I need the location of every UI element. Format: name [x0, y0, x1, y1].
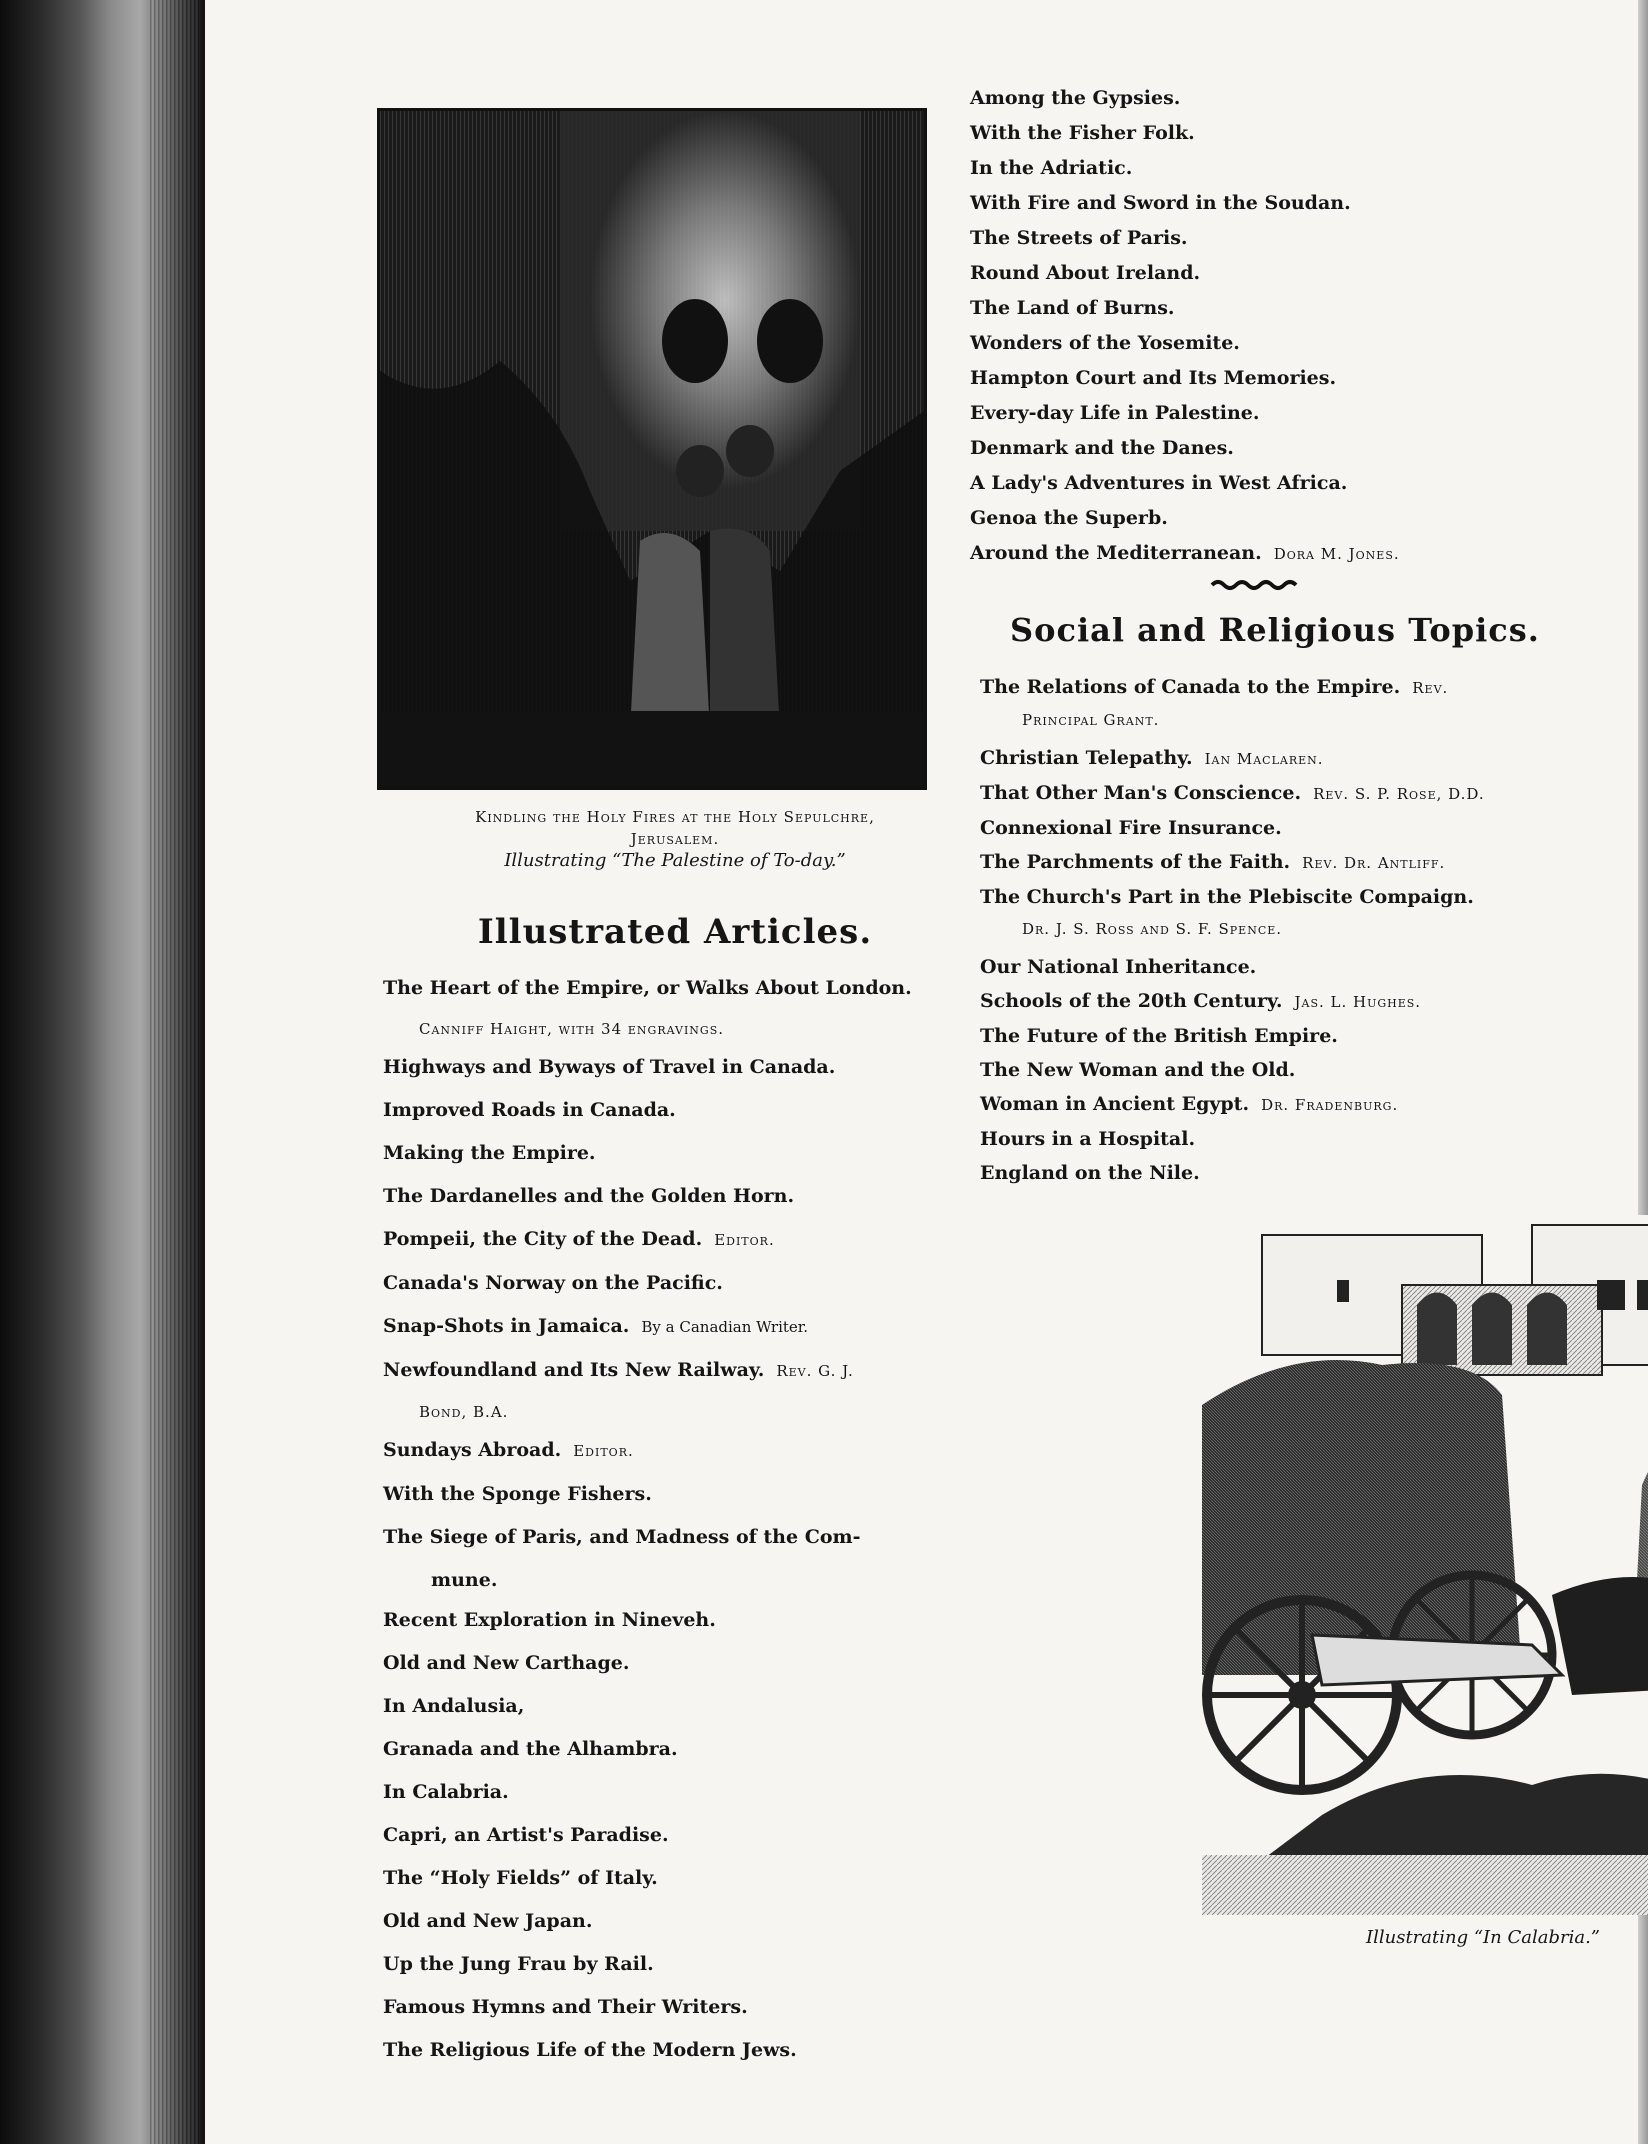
list-item: Every-day Life in Palestine. — [970, 402, 1260, 424]
list-item: Schools of the 20th Century. Jas. L. Hughes. — [980, 990, 1422, 1012]
list-item: Hours in a Hospital. — [980, 1128, 1196, 1150]
social-religious-heading: Social and Religious Topics. — [1010, 611, 1540, 649]
list-item: Genoa the Superb. — [970, 507, 1168, 529]
list-item: The Dardanelles and the Golden Horn. — [383, 1185, 795, 1207]
page-stack-edges — [150, 0, 200, 2144]
list-item: Our National Inheritance. — [980, 956, 1257, 978]
caption-line-1: Kindling the Holy Fires at the Holy Sepulchre, — [475, 808, 875, 826]
list-item: With Fire and Sword in the Soudan. — [970, 192, 1351, 214]
list-item: The Heart of the Empire, or Walks About London. — [383, 977, 912, 999]
list-item: In Calabria. — [383, 1781, 509, 1803]
list-item: With the Fisher Folk. — [970, 122, 1195, 144]
top-illustration-caption — [375, 806, 975, 872]
list-item: The Land of Burns. — [970, 297, 1175, 319]
list-item: A Lady's Adventures in West Africa. — [970, 472, 1348, 494]
list-item: Connexional Fire Insurance. — [980, 817, 1282, 839]
list-item: Old and New Carthage. — [383, 1652, 630, 1674]
holy-sepulchre-engraving — [377, 108, 927, 790]
list-item: England on the Nile. — [980, 1162, 1200, 1184]
list-item: That Other Man's Conscience. Rev. S. P. Rose, D.D. — [980, 782, 1485, 804]
list-item: Newfoundland and Its New Railway. Rev. G. J. — [383, 1359, 854, 1381]
list-item: The New Woman and the Old. — [980, 1059, 1296, 1081]
item-subtitle: Canniff Haight, with 34 engravings. — [419, 1020, 725, 1038]
list-item: With the Sponge Fishers. — [383, 1483, 652, 1505]
item-author: Dora M. Jones. — [1273, 545, 1400, 563]
list-item: The Relations of Canada to the Empire. Rev. — [980, 676, 1449, 698]
list-item: The Streets of Paris. — [970, 227, 1188, 249]
item-author: Rev. G. J. — [776, 1362, 854, 1380]
item-continuation: mune. — [431, 1569, 498, 1591]
list-item: The “Holy Fields” of Italy. — [383, 1867, 658, 1889]
list-item: The Siege of Paris, and Madness of the Com- — [383, 1526, 861, 1548]
item-subtitle: Principal Grant. — [1022, 711, 1160, 729]
list-item: The Church's Part in the Plebiscite Compaign. — [980, 886, 1474, 908]
list-item: Pompeii, the City of the Dead. Editor. — [383, 1228, 775, 1250]
list-item: Up the Jung Frau by Rail. — [383, 1953, 654, 1975]
item-author: By a Canadian Writer. — [641, 1318, 809, 1336]
item-author: Editor. — [573, 1442, 634, 1460]
list-item: Old and New Japan. — [383, 1910, 593, 1932]
item-subtitle: Dr. J. S. Ross and S. F. Spence. — [1022, 920, 1283, 938]
list-item: Among the Gypsies. — [970, 87, 1181, 109]
caption-line-2: Jerusalem. — [630, 830, 720, 848]
item-author: Ian Maclaren. — [1204, 750, 1324, 768]
list-item: Around the Mediterranean. Dora M. Jones. — [970, 542, 1400, 564]
list-item: In the Adriatic. — [970, 157, 1133, 179]
list-item: Improved Roads in Canada. — [383, 1099, 676, 1121]
list-item: Wonders of the Yosemite. — [970, 332, 1240, 354]
left-column — [375, 108, 975, 2081]
item-author: Editor. — [714, 1231, 775, 1249]
holy-fires-illustration — [380, 111, 924, 787]
scanned-page — [205, 0, 1648, 2144]
list-item: Hampton Court and Its Memories. — [970, 367, 1337, 389]
list-item: The Religious Life of the Modern Jews. — [383, 2039, 797, 2061]
right-column — [970, 86, 1648, 1948]
list-item: Sundays Abroad. Editor. — [383, 1439, 634, 1461]
illustrated-articles-list — [375, 976, 975, 2062]
list-item: Canada's Norway on the Pacific. — [383, 1272, 723, 1294]
item-author: Rev. — [1412, 679, 1449, 697]
wave-ornament — [970, 577, 1648, 601]
list-item: Famous Hymns and Their Writers. — [383, 1996, 748, 2018]
calabria-illustration — [1202, 1215, 1648, 1915]
item-subtitle: Bond, B.A. — [419, 1403, 509, 1421]
list-item: Round About Ireland. — [970, 262, 1201, 284]
item-author: Rev. S. P. Rose, D.D. — [1313, 785, 1485, 803]
list-item: Denmark and the Danes. — [970, 437, 1234, 459]
list-item: Recent Exploration in Nineveh. — [383, 1609, 716, 1631]
list-item: The Future of the British Empire. — [980, 1025, 1338, 1047]
item-author: Jas. L. Hughes. — [1294, 993, 1422, 1011]
list-item: Capri, an Artist's Paradise. — [383, 1824, 669, 1846]
item-author: Rev. Dr. Antliff. — [1302, 854, 1446, 872]
list-item: Woman in Ancient Egypt. Dr. Fradenburg. — [980, 1093, 1399, 1115]
calabria-engraving — [1202, 1215, 1648, 1915]
list-item: Making the Empire. — [383, 1142, 596, 1164]
illustrated-articles-heading: Illustrated Articles. — [477, 912, 873, 952]
bottom-illustration-caption: Illustrating “In Calabria.” — [1365, 1927, 1600, 1948]
list-item: The Parchments of the Faith. Rev. Dr. Antliff. — [980, 851, 1446, 873]
caption-line-3: Illustrating “The Palestine of To-day.” — [504, 850, 846, 871]
wave-divider-icon — [1210, 577, 1300, 597]
list-item: Christian Telepathy. Ian Maclaren. — [980, 747, 1324, 769]
list-item: Snap-Shots in Jamaica. By a Canadian Writer. — [383, 1315, 809, 1337]
item-author: Dr. Fradenburg. — [1261, 1096, 1399, 1114]
list-item: In Andalusia, — [383, 1695, 525, 1717]
travel-articles-list — [970, 86, 1648, 566]
social-religious-list — [970, 675, 1648, 1185]
list-item: Granada and the Alhambra. — [383, 1738, 678, 1760]
list-item: Highways and Byways of Travel in Canada. — [383, 1056, 836, 1078]
